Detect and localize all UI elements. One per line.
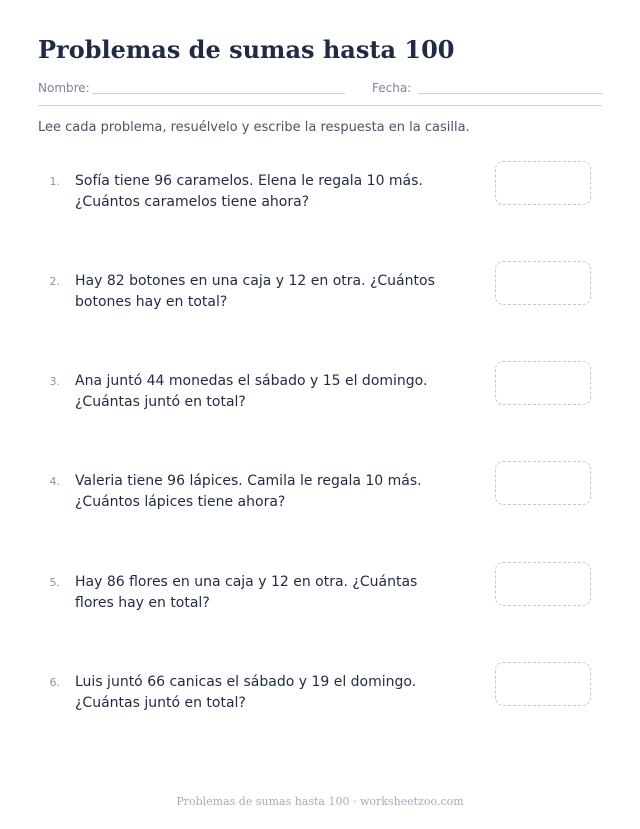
page-title: Problemas de sumas hasta 100 bbox=[38, 35, 455, 64]
problem-text: Sofía tiene 96 caramelos. Elena le regala 10 más. ¿Cuántos caramelos tiene ahora? bbox=[75, 173, 423, 210]
problem-number: 5. bbox=[49, 576, 60, 589]
name-label: Nombre: bbox=[38, 81, 90, 95]
problem-number: 1. bbox=[49, 175, 60, 188]
problem-item bbox=[0, 672, 640, 752]
problem-text: Hay 82 botones en una caja y 12 en otra. ¿Cuántos botones hay en total? bbox=[75, 273, 435, 310]
problem-item bbox=[0, 171, 640, 251]
problem-text: Valeria tiene 96 lápices. Camila le regala 10 más. ¿Cuántos lápices tiene ahora? bbox=[75, 473, 422, 510]
name-field-line[interactable] bbox=[92, 93, 345, 94]
instructions-text: Lee cada problema, resuélvelo y escribe la respuesta en la casilla. bbox=[38, 120, 470, 135]
answer-box[interactable] bbox=[495, 562, 591, 606]
answer-box[interactable] bbox=[495, 161, 591, 205]
problem-number: 2. bbox=[49, 275, 60, 288]
answer-box[interactable] bbox=[495, 662, 591, 706]
problem-text: Luis juntó 66 canicas el sábado y 19 el domingo. ¿Cuántas juntó en total? bbox=[75, 674, 417, 711]
answer-box[interactable] bbox=[495, 361, 591, 405]
answer-box[interactable] bbox=[495, 261, 591, 305]
problem-text: Hay 86 flores en una caja y 12 en otra. ¿Cuántas flores hay en total? bbox=[75, 574, 418, 611]
problem-item bbox=[0, 471, 640, 551]
problem-number: 4. bbox=[49, 475, 60, 488]
problem-text: Ana juntó 44 monedas el sábado y 15 el domingo. ¿Cuántas juntó en total? bbox=[75, 373, 428, 410]
problem-number: 6. bbox=[49, 676, 60, 689]
problem-item bbox=[0, 271, 640, 351]
problem-number: 3. bbox=[49, 375, 60, 388]
problem-item bbox=[0, 371, 640, 451]
date-field-line[interactable] bbox=[418, 93, 602, 94]
answer-box[interactable] bbox=[495, 461, 591, 505]
date-label: Fecha: bbox=[372, 81, 412, 95]
problem-item bbox=[0, 572, 640, 652]
footer-text: Problemas de sumas hasta 100 · worksheetzoo.com bbox=[176, 795, 464, 808]
header-divider bbox=[38, 105, 602, 106]
